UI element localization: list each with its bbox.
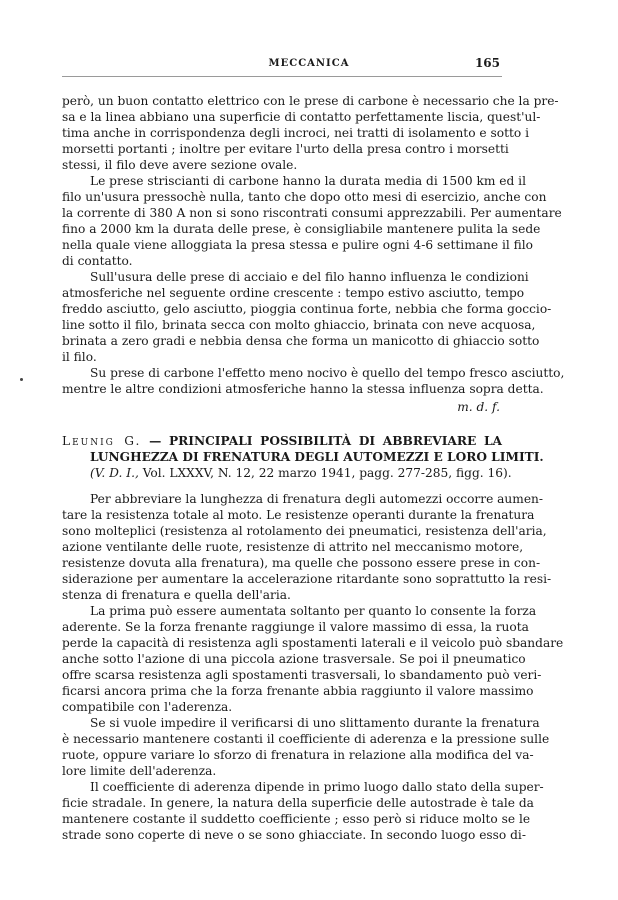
article-author: Leunig G. bbox=[62, 434, 142, 448]
text-line: Se si vuole impedire il verificarsi di uno slittamento durante la frenatura bbox=[90, 716, 540, 730]
text-line: ruote, oppure variare lo sforzo di frenatura in relazione alla modifica del va- bbox=[62, 748, 534, 762]
text-line: tare la resistenza totale al moto. Le resistenze operanti durante la frenatura bbox=[62, 508, 535, 522]
text-line: aderente. Se la forza frenante raggiunge il valore massimo di essa, la ruota bbox=[62, 620, 529, 634]
text-line: Su prese di carbone l'effetto meno nocivo è quello del tempo fresco asciutto, bbox=[90, 366, 565, 380]
text-line: azione ventilante delle ruote, resistenze di attrito nel meccanismo motore, bbox=[62, 540, 524, 554]
header-rule bbox=[62, 76, 502, 77]
text-line: mentre le altre condizioni atmosferiche hanno la stessa influenza sopra detta. bbox=[62, 382, 544, 396]
text-line: Le prese striscianti di carbone hanno la durata media di 1500 km ed il bbox=[90, 174, 526, 188]
text-line: fino a 2000 km la durata delle prese, è consigliabile mantenere pulita la sede bbox=[62, 222, 541, 236]
text-line: il filo. bbox=[62, 350, 97, 364]
text-line: ficie stradale. In genere, la natura della superficie delle autostrade è tale da bbox=[62, 796, 534, 810]
text-line: strade sono coperte di neve o se sono ghiacciate. In secondo luogo esso di- bbox=[62, 828, 526, 842]
page-number: 165 bbox=[474, 56, 500, 70]
text-line: ficarsi ancora prima che la forza frenante abbia raggiunto il valore massimo bbox=[62, 684, 534, 698]
text-line: stenza di frenatura e quella dell'aria. bbox=[62, 588, 291, 602]
text-line: Il coefficiente di aderenza dipende in primo luogo dallo stato della super- bbox=[90, 780, 544, 794]
article-title-line: LUNGHEZZA DI FRENATURA DEGLI AUTOMEZZI E LORO LIMITI. bbox=[90, 450, 544, 464]
text-line: morsetti portanti ; inoltre per evitare l'urto della presa contro i morsetti bbox=[62, 142, 509, 156]
text-line: freddo asciutto, gelo asciutto, pioggia continua forte, nebbia che forma goccio- bbox=[62, 302, 552, 316]
signature: m. d. f. bbox=[457, 400, 500, 414]
text-line: però, un buon contatto elettrico con le prese di carbone è necessario che la pre- bbox=[62, 94, 559, 108]
article-citation bbox=[90, 465, 512, 481]
text-line: siderazione per aumentare la accelerazione ritardante sono soprattutto la resi- bbox=[62, 572, 552, 586]
text-line: sa e la linea abbiano una superficie di contatto perfettamente liscia, quest'ul- bbox=[62, 110, 541, 124]
text-line: filo un'usura pressochè nulla, tanto che dopo otto mesi di esercizio, anche con bbox=[62, 190, 547, 204]
margin-mark bbox=[20, 378, 23, 381]
text-line: atmosferiche nel seguente ordine crescente : tempo estivo asciutto, tempo bbox=[62, 286, 525, 300]
article-title-part: — PRINCIPALI POSSIBILITÀ DI ABBREVIARE LA bbox=[149, 434, 503, 448]
text-line: anche sotto l'azione di una piccola azione trasversale. Se poi il pneumatico bbox=[62, 652, 526, 666]
citation-details: Vol. LXXXV, N. 12, 22 marzo 1941, pagg. 277-285, figg. 16). bbox=[142, 466, 512, 480]
text-line: resistenze dovuta alla frenatura), ma quelle che possono essere prese in con- bbox=[62, 556, 541, 570]
text-line: line sotto il filo, brinata secca con molto ghiaccio, brinata con neve acquosa, bbox=[62, 318, 536, 332]
text-line: offre scarsa resistenza agli spostamenti trasversali, lo sbandamento può veri- bbox=[62, 668, 542, 682]
text-line: mantenere costante il suddetto coefficiente ; esso però si riduce molto se le bbox=[62, 812, 531, 826]
text-line: la corrente di 380 A non si sono riscontrati consumi apprezzabili. Per aumentare bbox=[62, 206, 562, 220]
text-line: sono molteplici (resistenza al rotolamento dei pneumatici, resistenza dell'aria, bbox=[62, 524, 547, 538]
text-line: è necessario mantenere costanti il coefficiente di aderenza e la pressione sulle bbox=[62, 732, 550, 746]
text-line: Sull'usura delle prese di acciaio e del filo hanno influenza le condizioni bbox=[90, 270, 529, 284]
text-line: di contatto. bbox=[62, 254, 133, 268]
text-line: nella quale viene alloggiata la presa stessa e pulire ogni 4-6 settimane il filo bbox=[62, 238, 533, 252]
text-line: perde la capacità di resistenza agli spostamenti laterali e il veicolo può sbandare bbox=[62, 636, 564, 650]
text-line: stessi, il filo deve avere sezione ovale. bbox=[62, 158, 298, 172]
text-line: tima anche in corrispondenza degli incroci, nei tratti di isolamento e sotto i bbox=[62, 126, 529, 140]
text-line: La prima può essere aumentata soltanto per quanto lo consente la forza bbox=[90, 604, 537, 618]
text-line: lore limite dell'aderenza. bbox=[62, 764, 217, 778]
article-title-line bbox=[62, 433, 502, 449]
text-line: brinata a zero gradi e nebbia densa che forma un manicotto di ghiaccio sotto bbox=[62, 334, 540, 348]
citation-journal: (V. D. I., bbox=[90, 466, 139, 480]
text-line: Per abbreviare la lunghezza di frenatura degli automezzi occorre aumen- bbox=[90, 492, 544, 506]
running-header-title: MECCANICA bbox=[268, 58, 350, 69]
text-line: compatibile con l'aderenza. bbox=[62, 700, 233, 714]
